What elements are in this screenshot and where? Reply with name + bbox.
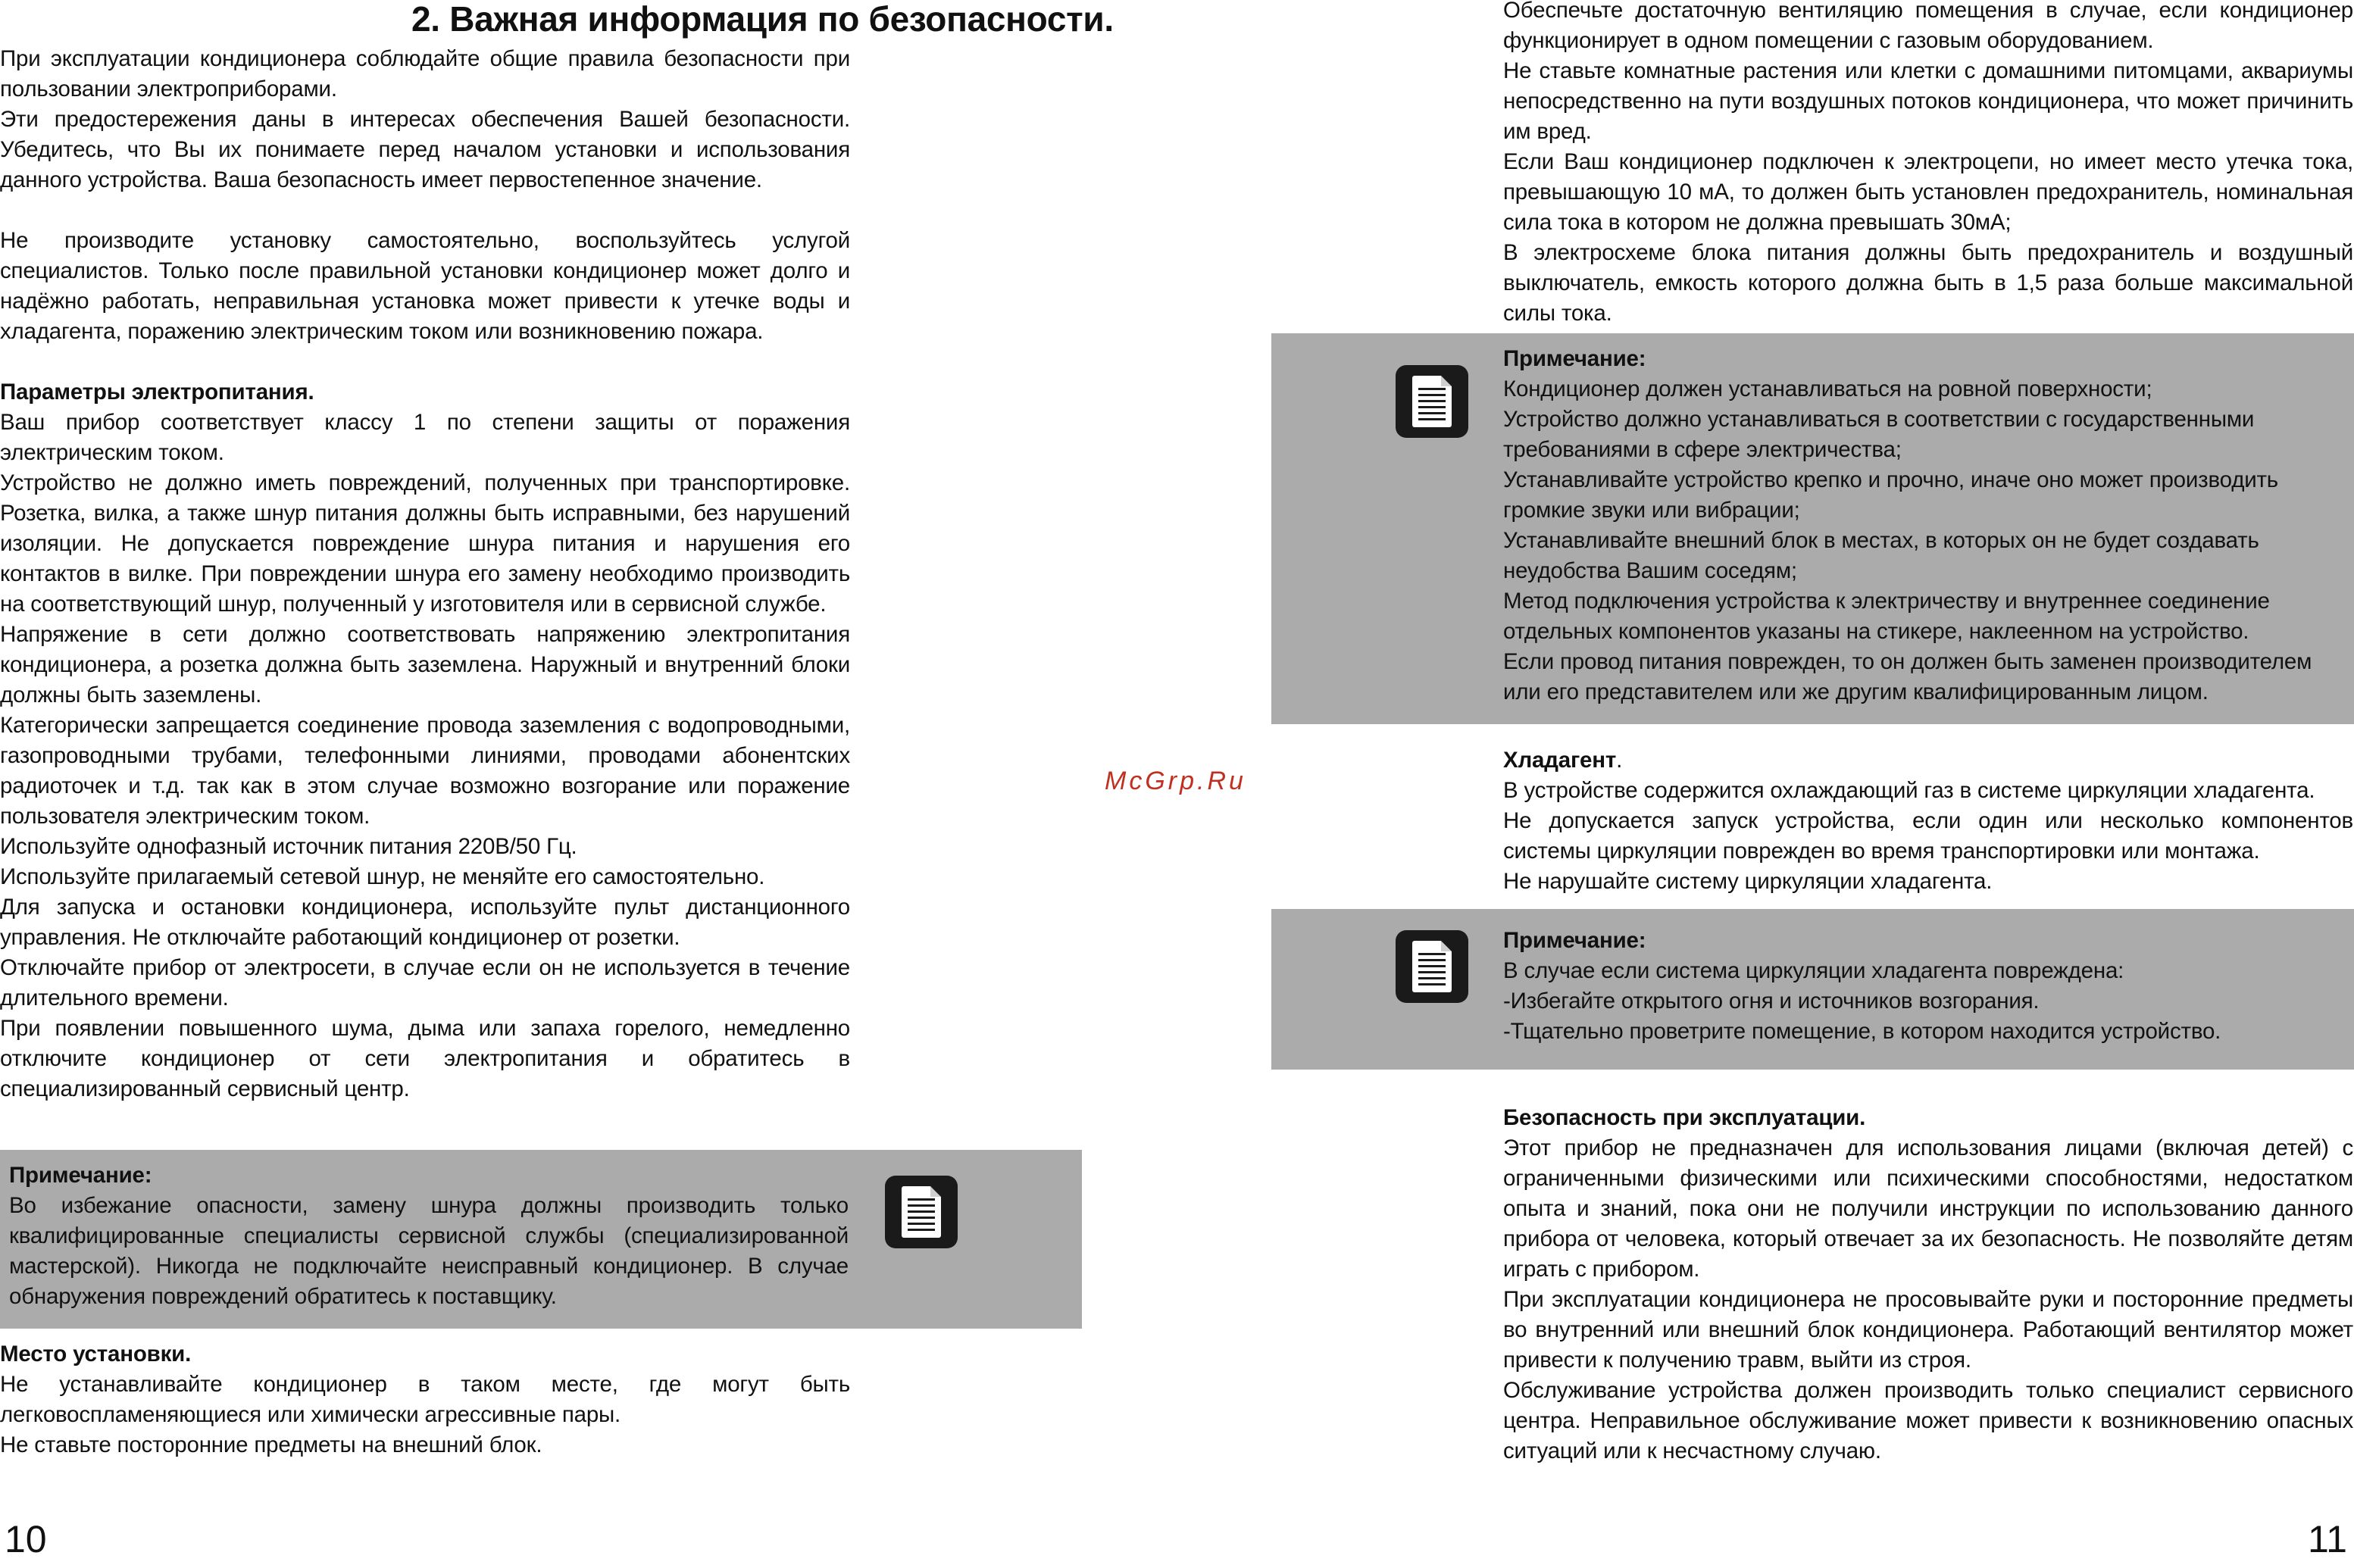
refrigerant-heading-suffix: . xyxy=(1616,748,1623,773)
power-paragraph: Используйте однофазный источник питания 220В/50 Гц. xyxy=(0,834,577,859)
page-title: 2. Важная информация по безопасности. xyxy=(411,0,1114,39)
note-title: Примечание: xyxy=(1503,346,1646,371)
operation-paragraph: Обслуживание устройства должен производить только специалист сервисного центра. Неправильное обслуживание может привести к возникновению опасных ситуаций или к несчастному случаю. xyxy=(1503,1378,2353,1463)
page-number-right: 11 xyxy=(2308,1518,2347,1560)
document-icon xyxy=(885,1176,958,1248)
operation-paragraph: Этот прибор не предназначен для использования лицами (включая детей) с ограниченными физическими или психическими способностями, недостатком опыта и знаний, пока они не получили инструкции по использованию данного прибора от человека, который отвечает за их безопасность. Не позволяйте детям играть с прибором. xyxy=(1503,1135,2353,1282)
note-text xyxy=(1503,344,2343,707)
refrigerant-paragraph: Не допускается запуск устройства, если один или несколько компонентов системы циркуляции поврежден во время транспортировки или монтажа. xyxy=(1503,808,2353,864)
intro-paragraph: Эти предостережения даны в интересах обеспечения Вашей безопасности. Убедитесь, что Вы их понимаете перед началом установки и использования данного устройства. Ваша безопасность имеет первостепенное значение. xyxy=(0,107,850,192)
note-box-refrigerant xyxy=(1271,909,2354,1070)
operation-paragraph: При эксплуатации кондиционера не просовывайте руки и посторонние предметы во внутренний или внешний блок кондиционера. Работающий вентилятор может привести к получению травм, выйти из строя. xyxy=(1503,1287,2353,1373)
right-operation xyxy=(1503,1103,2353,1466)
note-box-installation xyxy=(1271,333,2354,724)
document-icon xyxy=(1396,365,1468,438)
power-paragraph: Используйте прилагаемый сетевой шнур, не меняйте его самостоятельно. xyxy=(0,864,765,889)
install-warning: Не производите установку самостоятельно, воспользуйтесь услугой специалистов. Только после правильной установки кондиционер может долго и надёжно работать, неправильная установка может привести к утечке воды и хладагента, поражению электрическим током или возникновению пожара. xyxy=(0,228,850,344)
note-line: -Избегайте открытого огня и источников возгорания. xyxy=(1503,989,2040,1014)
note-line: -Тщательно проветрите помещение, в котором находится устройство. xyxy=(1503,1019,2221,1044)
note-title: Примечание: xyxy=(1503,928,1646,953)
right-column-top xyxy=(1503,0,2353,329)
power-paragraph: Категорически запрещается соединение провода заземления с водопроводными, газопроводными трубами, телефонными линиями, проводами абонентских радиоточек и т.д. так как в этом случае возможно возгорание или поражение пользователя электрическим током. xyxy=(0,713,850,829)
left-column-bottom xyxy=(0,1339,850,1460)
right-paragraph: Обеспечьте достаточную вентиляцию помещения в случае, если кондиционер функционирует в одном помещении с газовым оборудованием. xyxy=(1503,0,2353,53)
note-line: Метод подключения устройства к электричеству и внутреннее соединение отдельных компонентов указаны на стикере, наклеенном на устройство. xyxy=(1503,589,2270,644)
power-paragraph: При появлении повышенного шума, дыма или запаха горелого, немедленно отключите кондиционер от сети электропитания и обратитесь в специализированный сервисный центр. xyxy=(0,1016,850,1101)
note-line: Если провод питания поврежден, то он должен быть заменен производителем или его представителем или же другим квалифицированным лицом. xyxy=(1503,649,2312,704)
location-paragraph: Не устанавливайте кондиционер в таком месте, где могут быть легковоспламеняющиеся или химически агрессивные пары. xyxy=(0,1372,850,1427)
left-column-top xyxy=(0,44,850,1104)
power-paragraph: Для запуска и остановки кондиционера, используйте пульт дистанционного управления. Не отключайте работающий кондиционер от розетки. xyxy=(0,895,850,950)
intro-paragraph: При эксплуатации кондиционера соблюдайте общие правила безопасности при пользовании электроприборами. xyxy=(0,46,850,102)
note-line: Устанавливайте устройство крепко и прочно, иначе оно может производить громкие звуки или вибрации; xyxy=(1503,467,2278,523)
note-line: Устанавливайте внешний блок в местах, в которых он не будет создавать неудобства Вашим соседям; xyxy=(1503,528,2259,583)
location-paragraph: Не ставьте посторонние предметы на внешний блок. xyxy=(0,1432,542,1457)
power-paragraph: Отключайте прибор от электросети, в случае если он не используется в течение длительного времени. xyxy=(0,955,850,1010)
section-heading-operation: Безопасность при эксплуатации. xyxy=(1503,1105,1866,1130)
refrigerant-paragraph: Не нарушайте систему циркуляции хладагента. xyxy=(1503,869,1993,894)
note-text xyxy=(9,1160,849,1312)
section-heading-location: Место установки. xyxy=(0,1342,192,1367)
note-body: Во избежание опасности, замену шнура должны производить только квалифицированные специалисты сервисной службы (специализированной мастерской). Никогда не подключайте неисправный кондиционер. В случае обнаружения повреждений обратитесь к поставщику. xyxy=(9,1193,849,1309)
power-paragraph: Ваш прибор соответствует классу 1 по степени защиты от поражения электрическим током. xyxy=(0,410,850,465)
section-heading-refrigerant xyxy=(1503,745,2353,776)
note-line: Кондиционер должен устанавливаться на ровной поверхности; xyxy=(1503,376,2152,401)
right-paragraph: Если Ваш кондиционер подключен к электроцепи, но имеет место утечка тока, превышающую 10 мА, то должен быть установлен предохранитель, номинальная сила тока в котором не должна превышать 30мА; xyxy=(1503,149,2353,235)
document-icon xyxy=(1396,930,1468,1003)
section-heading-power: Параметры электропитания. xyxy=(0,380,314,404)
right-paragraph: В электросхеме блока питания должны быть предохранитель и воздушный выключатель, емкость которого должна быть в 1,5 раза больше максимальной силы тока. xyxy=(1503,240,2353,326)
note-title: Примечание: xyxy=(9,1163,152,1188)
right-refrigerant xyxy=(1503,745,2353,897)
refrigerant-paragraph: В устройстве содержится охлаждающий газ в системе циркуляции хладагента. xyxy=(1503,778,2315,803)
note-line: В случае если система циркуляции хладагента повреждена: xyxy=(1503,958,2124,983)
note-text xyxy=(1503,926,2343,1047)
page-number-left: 10 xyxy=(5,1518,47,1560)
power-paragraph: Напряжение в сети должно соответствовать напряжению электропитания кондиционера, а розетка должна быть заземлена. Наружный и внутренний блоки должны быть заземлены. xyxy=(0,622,850,707)
watermark: McGrp.Ru xyxy=(1105,767,1246,795)
refrigerant-heading: Хладагент xyxy=(1503,748,1617,773)
power-paragraph: Устройство не должно иметь повреждений, полученных при транспортировке. Розетка, вилка, а также шнур питания должны быть исправными, без нарушений изоляции. Не допускается повреждение шнура питания и нарушения его контактов в вилке. При повреждении шнура его замену необходимо производить на соответствующий шнур, полученный у изготовителя или в сервисной службе. xyxy=(0,470,850,617)
right-paragraph: Не ставьте комнатные растения или клетки с домашними питомцами, аквариумы непосредственно на пути воздушных потоков кондиционера, что может причинить им вред. xyxy=(1503,58,2353,144)
note-line: Устройство должно устанавливаться в соответствии с государственными требованиями в сфере электричества; xyxy=(1503,407,2255,462)
note-box-cord xyxy=(0,1150,1082,1329)
